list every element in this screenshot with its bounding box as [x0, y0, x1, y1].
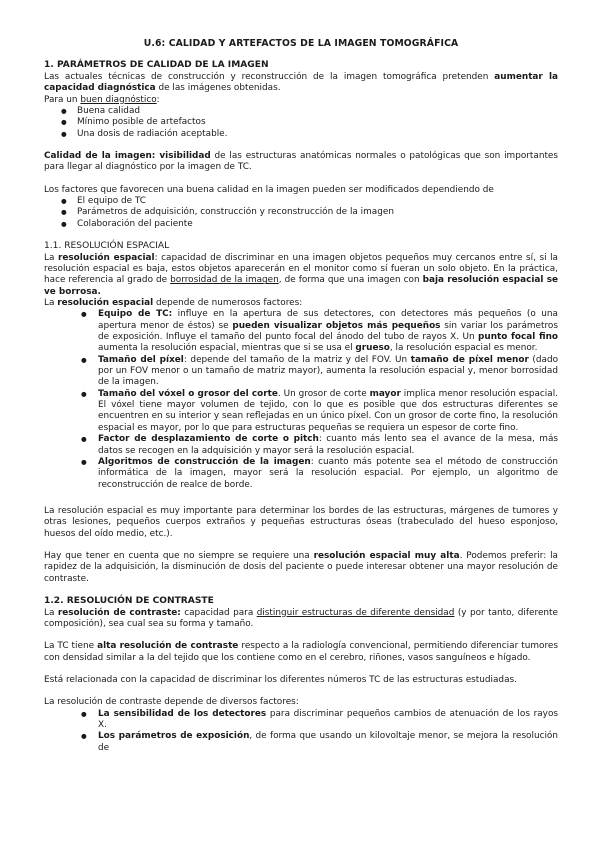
list-item: ● Colaboración del paciente [44, 219, 558, 230]
tc-contraste-paragraph: La TC tiene alta resolución de contraste respecto a la radiología convencional, permitiendo diferenciar tumores con densidad similar a la del tejido que los contiene como en el cerebro, riñones, vasos sanguíneos e hígado. [44, 641, 558, 663]
section-1-heading: 1. PARÁMETROS DE CALIDAD DE LA IMAGEN [44, 60, 269, 71]
list-item: ● Algoritmos de construcción de la imagen: cuanto más potente sea el método de construcción informática de la imagen, mayor será la resolución espacial. Por ejemplo, un algoritmo de reconstrucción de realce de borde. [44, 457, 558, 491]
buen-diagnostico-line: Para un buen diagnóstico: [44, 94, 160, 105]
factores-list [44, 196, 558, 230]
list-item: ● Factor de desplazamiento de corte o pitch: cuanto más lento sea el avance de la mesa, más datos se recogen en la adquisición y mayor será la resolución espacial. [44, 434, 558, 457]
list-item: ● Equipo de TC: influye en la apertura de sus detectores, con detectores más pequeños (o una apertura menor de éstos) se pueden visualizar objetos más pequeños sin variar los parámetros de exposición. Influye el tamaño del punto focal del ánodo del tubo de rayos X. Un punto focal fino aumenta la resolución espacial, mientras que si se usa el grueso, la resolución espacial es menor. [44, 309, 558, 354]
factores-intro: Los factores que favorecen una buena calidad en la imagen pueden ser modificados dependiendo de [44, 184, 494, 195]
list-item: ● Parámetros de adquisición, construcción y reconstrucción de la imagen [44, 207, 558, 218]
relacion-paragraph: Está relacionada con la capacidad de discriminar los diferentes números TC de las estructuras estudiadas. [44, 674, 517, 685]
document-page [44, 38, 558, 754]
section-1-2-heading: 1.2. RESOLUCIÓN DE CONTRASTE [44, 595, 214, 606]
buen-diagnostico-list [44, 106, 558, 140]
section-1-intro: Las actuales técnicas de construcción y reconstrucción de la imagen tomográfica pretenden aumentar la capacidad diagnóstica de las imágenes obtenidas. [44, 71, 559, 94]
list-item: ● Buena calidad [44, 106, 558, 117]
list-item: ● Los parámetros de exposición, de forma que usando un kilovoltaje menor, se mejora la resolución de [44, 731, 558, 754]
list-item: ● El equipo de TC [44, 196, 558, 207]
resolucion-espacial-depends: La resolución espacial depende de numerosos factores: [44, 298, 303, 309]
contraste-depends: La resolución de contraste depende de diversos factores: [44, 697, 299, 708]
document-title: U.6: CALIDAD Y ARTEFACTOS DE LA IMAGEN TOMOGRÁFICA [143, 38, 459, 49]
resolucion-contraste-definition: La resolución de contraste: capacidad para distinguir estructuras de diferente densidad (y por tanto, diferente composición), sea cual sea su forma y tamaño. [44, 607, 558, 629]
resolucion-contraste-factors [44, 709, 558, 754]
list-item: ● Tamaño del píxel: depende del tamaño de la matriz y del FOV. Un tamaño de píxel menor (dado por un FOV menor o un tamaño de matriz mayor), aumenta la resolución espacial y, menor borrosidad de la imagen. [44, 355, 558, 389]
section-1-1-heading: 1.1. RESOLUCIÓN ESPACIAL [44, 241, 170, 252]
resolucion-espacial-note: Hay que tener en cuenta que no siempre se requiere una resolución espacial muy alta. Podemos preferir: la rapidez de la adquisición, la disminución de dosis del paciente o puede interesar obtener una mayor resolución de contraste. [44, 550, 558, 584]
calidad-definition: Calidad de la imagen: visibilidad de las estructuras anatómicas normales o patológicas que son importantes para llegar al diagnóstico por la imagen de TC. [44, 151, 559, 173]
resolucion-espacial-definition: La resolución espacial: capacidad de discriminar en una imagen objetos pequeños muy cercanos entre sí, si la resolución espacial es baja, estos objetos aparecerán en el monitor como sí fueran un solo objeto. En la práctica, hace referencia al grado de borrosidad de la imagen, de forma que una imagen con baja resolución espacial se ve borrosa. [44, 252, 559, 297]
resolucion-espacial-factors [44, 309, 558, 491]
list-item: ● Una dosis de radiación aceptable. [44, 129, 558, 140]
list-item: ● La sensibilidad de los detectores para discriminar pequeños cambios de atenuación de los rayos X. [44, 709, 558, 732]
list-item: ● Mínimo posible de artefactos [44, 117, 558, 128]
resolucion-espacial-importance: La resolución espacial es muy importante para determinar los bordes de las estructuras, márgenes de tumores y otras lesiones, pequeños cuerpos extraños y pequeñas estructuras óseas (trabeculado del hueso esponjoso, huesos del oído medio, etc.). [44, 505, 558, 539]
list-item: ● Tamaño del vóxel o grosor del corte. Un grosor de corte mayor implica menor resolución espacial. El vóxel tiene mayor volumen de tejido, con lo que es posible que dos estructuras diferentes se encuentren en su interior y sean reflejadas en un único píxel. Con un grosor de corte fino, la resolución espacial es mayor, por lo que para estructuras pequeñas se requiera un espesor de corte fino. [44, 389, 558, 434]
